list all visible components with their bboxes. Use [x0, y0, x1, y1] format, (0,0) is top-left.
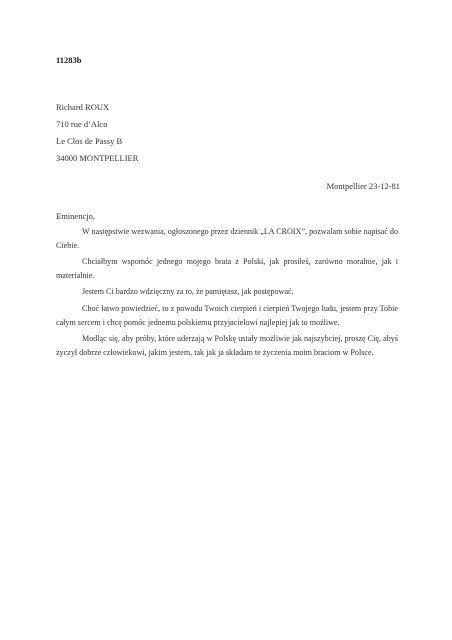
letter-date: Montpellier 23-12-81	[326, 181, 400, 191]
paragraph: Choć łatwo powiedzieć, to z powodu Twoich cierpień i cierpień Twojego ludu, jestem przy Tobie całym sercem i chcę pomóc jednemu polskiemu przyjacielowi najlepiej jak to możliwe.	[56, 303, 398, 327]
paragraph: Jestem Ci bardzo wdzięczny za to, że pamiętasz, jak postępować.	[82, 287, 294, 297]
sender-city: 34000 MONTPELLIER	[56, 153, 139, 163]
letter-body	[56, 225, 398, 362]
document-id: 11283b	[56, 55, 82, 65]
sender-building: Le Clos de Passy B	[56, 136, 123, 146]
sender-street: 710 rue d’Alco	[56, 119, 108, 129]
sender-address	[56, 99, 138, 167]
paragraph: W następstwie wezwania, ogłoszonego przez dziennik „LA CROIX”, pozwalam sobie napisać do Ciebie.	[56, 227, 398, 250]
sender-name: Richard ROUX	[56, 102, 110, 112]
paragraph: Chciałbym wspomóc jednego mojego brata z Polski, jak prosiłeś, zarówno moralnie, jak i materialnie.	[56, 257, 398, 280]
salutation: Eminencjo,	[56, 211, 95, 221]
paragraph: Modląc się, aby próby, które uderzają w Polskę ustały możliwie jak najszybciej, proszę Cię, abyś życzył dobrze człowiekowi, jakim jestem, tak jak ja składam te życzenia moim braciom w Polsce.	[56, 334, 398, 357]
